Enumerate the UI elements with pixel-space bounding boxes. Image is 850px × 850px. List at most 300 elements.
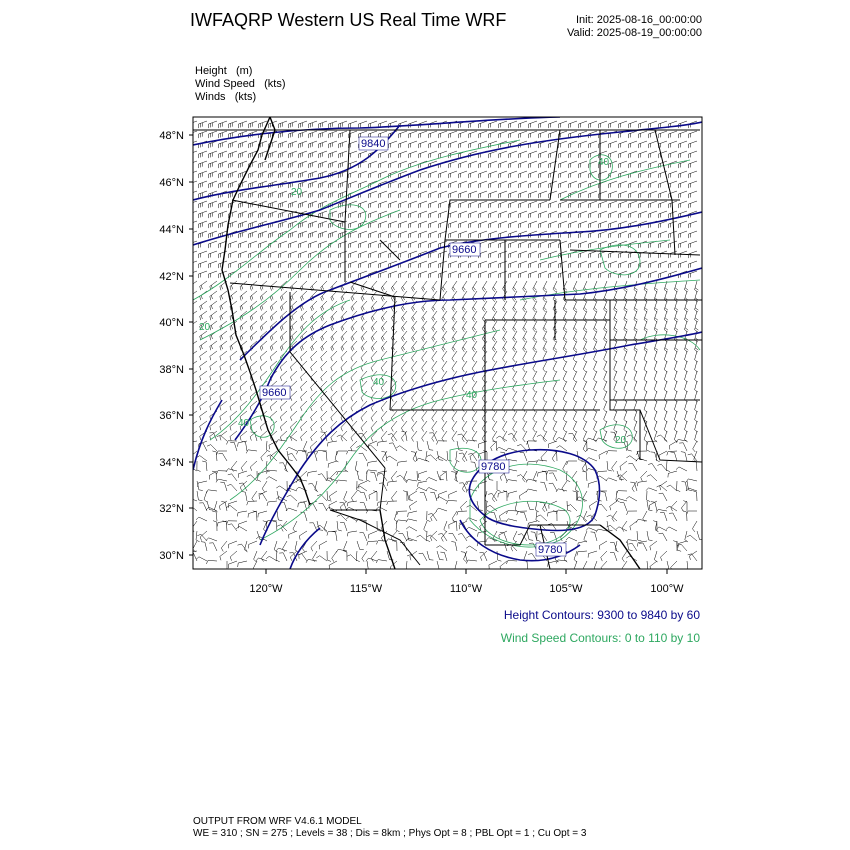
wind-barb-flag — [321, 427, 323, 431]
wind-barb-staff — [220, 435, 227, 441]
wind-barb-staff — [229, 221, 238, 224]
wind-barb-staff — [503, 331, 508, 339]
wind-barb-staff — [509, 261, 518, 264]
wind-barb-staff — [442, 331, 447, 338]
wind-barb-flag — [311, 357, 313, 361]
wind-barb-flag — [564, 307, 567, 310]
wind-barb-staff — [563, 351, 567, 359]
wind-barb-flag — [442, 428, 444, 431]
wind-barb-flag — [439, 460, 443, 461]
wind-barb-flag — [230, 377, 231, 381]
wind-barb-staff — [674, 351, 677, 360]
wind-barb-staff — [331, 341, 337, 348]
wind-barb-flag — [432, 308, 434, 311]
wind-barb-staff — [369, 251, 378, 254]
wind-barb-staff — [269, 171, 278, 174]
wind-barb-staff — [301, 401, 308, 407]
wind-barb-staff — [331, 471, 337, 477]
wind-barb-flag — [220, 437, 221, 441]
wind-barb-flag — [321, 367, 323, 371]
wind-barb-flag — [220, 377, 221, 381]
wind-barb-flag — [220, 407, 221, 411]
wind-barb-staff — [328, 461, 337, 464]
wind-barb-flag — [260, 417, 261, 421]
wind-barb-flag — [472, 289, 474, 292]
wind-barb-staff — [206, 462, 207, 471]
wind-barb-flag — [533, 399, 536, 402]
wind-barb-flag — [573, 439, 576, 442]
wind-barb-flag — [361, 338, 363, 342]
wind-barb-flag — [523, 379, 526, 382]
wind-barb-staff — [240, 331, 247, 337]
wind-barb-flag — [645, 328, 648, 331]
wind-barb-flag — [523, 329, 526, 332]
wind-barb-staff — [589, 131, 598, 134]
wind-barb-staff — [609, 211, 618, 214]
wind-barb-flag — [221, 345, 222, 349]
wind-barb-staff — [289, 261, 298, 264]
wind-barb-flag — [492, 419, 495, 422]
wind-barb-staff — [523, 341, 527, 349]
wind-barb-flag — [423, 287, 425, 290]
wind-barb-staff — [240, 321, 247, 327]
wind-barb-staff — [439, 456, 447, 461]
wind-barb-flag — [210, 376, 211, 380]
wind-barb-staff — [644, 411, 647, 420]
wind-barb-staff — [309, 121, 318, 124]
wind-barb-flag — [695, 318, 698, 320]
wind-barb-flag — [665, 288, 668, 291]
wind-barb-staff — [599, 201, 608, 204]
wind-barb-staff — [553, 341, 557, 349]
wind-barb-flag — [453, 307, 455, 310]
wind-barb-flag — [453, 337, 455, 340]
wind-barb-flag — [442, 328, 444, 331]
wind-barb-flag — [612, 468, 614, 471]
wind-barb-flag — [544, 297, 547, 300]
wind-barb-flag — [432, 428, 434, 431]
wind-barb-staff — [371, 351, 377, 358]
wind-barb-staff — [422, 291, 427, 298]
wind-barb-staff — [499, 447, 507, 451]
wind-barb-staff — [331, 401, 337, 408]
wind-barb-staff — [301, 311, 308, 317]
wind-barb-flag — [573, 399, 576, 402]
wind-barb-staff — [629, 221, 638, 224]
wind-barb-staff — [569, 161, 578, 164]
wind-barb-flag — [302, 306, 304, 310]
wind-barb-staff — [695, 421, 697, 430]
wind-barb-staff — [432, 391, 437, 398]
wind-barb-staff — [249, 161, 258, 164]
wind-barb-staff — [341, 321, 347, 328]
wind-barb-staff — [229, 121, 238, 124]
wind-barb-flag — [270, 317, 271, 321]
wind-barb-staff — [248, 450, 257, 451]
wind-barb-staff — [299, 171, 308, 174]
wind-barb-flag — [626, 456, 629, 458]
wind-barb-staff — [391, 331, 397, 338]
wind-barb-staff — [659, 201, 668, 204]
wind-barb-flag — [290, 367, 292, 371]
wind-barb-staff — [659, 261, 668, 264]
wind-barb-staff — [401, 401, 407, 408]
wind-barb-flag — [290, 317, 292, 321]
wind-barb-staff — [280, 341, 287, 347]
wind-barb-staff — [499, 271, 508, 274]
wind-barb-flag — [252, 316, 253, 320]
wind-barb-staff — [220, 371, 227, 377]
wind-barb-flag — [523, 289, 526, 292]
wind-barb-flag — [391, 398, 393, 402]
wind-barb-flag — [685, 410, 688, 413]
wind-barb-staff — [280, 421, 287, 427]
wind-barb-flag — [242, 325, 243, 329]
wind-barb-staff — [259, 231, 268, 234]
wind-barb-flag — [433, 337, 435, 340]
wind-barb-flag — [422, 328, 424, 331]
wind-barb-staff — [279, 241, 288, 244]
wind-barb-flag — [242, 305, 243, 309]
wind-barb-staff — [543, 391, 547, 399]
wind-barb-flag — [453, 287, 455, 290]
wind-barb-staff — [569, 221, 578, 224]
wind-barb-staff — [432, 351, 437, 358]
wind-barb-flag — [503, 339, 505, 342]
wind-barb-flag — [462, 459, 465, 462]
wind-barb-staff — [381, 301, 387, 308]
wind-barb-flag — [685, 360, 688, 363]
wind-barb-staff — [389, 201, 398, 204]
wind-barb-flag — [280, 417, 282, 421]
wind-barb-staff — [679, 201, 688, 204]
wind-barb-staff — [695, 371, 697, 380]
wind-barb-staff — [489, 191, 498, 194]
wind-barb-staff — [303, 441, 307, 449]
wind-barb-staff — [589, 141, 598, 144]
wind-barb-staff — [429, 181, 438, 184]
wind-barb-staff — [349, 151, 358, 154]
wind-barb-flag — [211, 295, 212, 299]
wind-barb-staff — [639, 271, 648, 274]
wind-barb-flag — [524, 327, 527, 330]
wind-barb-flag — [230, 347, 231, 351]
wind-barb-staff — [311, 431, 317, 437]
wind-barb-staff — [230, 361, 237, 367]
wind-barb-flag — [492, 289, 495, 292]
wind-barb-staff — [311, 311, 317, 317]
wind-barb-staff — [239, 131, 248, 134]
wind-barb-staff — [509, 161, 518, 164]
wind-barb-staff — [409, 131, 418, 134]
wind-barb-staff — [290, 401, 297, 407]
wind-barb-staff — [309, 231, 318, 234]
wind-barb-flag — [685, 318, 688, 321]
wind-barb-staff — [379, 171, 388, 174]
wind-barb-staff — [219, 121, 228, 124]
wind-barb-flag — [573, 309, 576, 312]
wind-barb-flag — [327, 480, 331, 481]
wind-barb-staff — [220, 391, 227, 397]
wind-barb-flag — [240, 387, 241, 391]
wind-barb-staff — [200, 391, 207, 396]
wind-barb-staff — [269, 151, 278, 154]
wind-barb-staff — [679, 121, 688, 124]
wind-barb-staff — [459, 201, 468, 204]
wind-barb-staff — [301, 291, 308, 297]
wind-barb-staff — [259, 161, 268, 164]
wind-barb-staff — [422, 311, 427, 318]
field-label-height: Height (m) — [195, 65, 253, 77]
wind-barb-staff — [589, 121, 598, 124]
wind-barb-flag — [301, 397, 303, 401]
wind-barb-staff — [422, 431, 427, 438]
wind-barb-flag — [401, 308, 403, 311]
wind-barb-staff — [589, 171, 598, 174]
wind-barb-flag — [280, 327, 282, 331]
wind-barb-staff — [503, 321, 508, 329]
wind-barb-flag — [533, 349, 536, 352]
wind-barb-staff — [553, 391, 557, 399]
wind-barb-staff — [412, 331, 418, 338]
wind-barb-flag — [432, 438, 434, 441]
wind-barb-staff — [231, 461, 237, 468]
wind-barb-staff — [523, 391, 527, 399]
wind-barb-staff — [419, 191, 428, 194]
wind-barb-staff — [379, 211, 388, 214]
wind-barb-flag — [282, 326, 283, 330]
wind-barb-staff — [659, 241, 668, 244]
wind-barb-flag — [190, 296, 191, 300]
wind-barb-staff — [409, 121, 418, 124]
wind-barb-flag — [472, 359, 474, 362]
wind-barb-staff — [389, 161, 398, 164]
wind-barb-staff — [389, 121, 398, 124]
wind-barb-flag — [463, 307, 465, 310]
wind-barb-flag — [554, 287, 557, 290]
wind-barb-staff — [419, 221, 428, 224]
wind-barb-staff — [539, 131, 548, 134]
wind-barb-staff — [249, 271, 258, 274]
wind-barb-staff — [579, 201, 588, 204]
wind-barb-flag — [290, 357, 292, 361]
wind-barb-flag — [413, 317, 415, 320]
wind-barb-flag — [270, 357, 271, 361]
wind-barb-flag — [210, 386, 211, 390]
wind-barb-flag — [240, 407, 241, 411]
wind-barb-staff — [209, 181, 218, 184]
wind-barb-staff — [509, 121, 518, 124]
wind-barb-staff — [341, 311, 347, 318]
wind-barb-staff — [422, 421, 427, 428]
wind-barb-flag — [311, 407, 313, 411]
wind-barb-flag — [685, 290, 688, 293]
wind-barb-flag — [403, 317, 405, 321]
wind-barb-staff — [549, 151, 558, 154]
wind-barb-staff — [200, 411, 207, 416]
wind-barb-flag — [401, 318, 403, 321]
wind-barb-flag — [341, 438, 343, 442]
wind-barb-flag — [675, 328, 678, 331]
wind-barb-staff — [472, 331, 477, 339]
wind-barb-staff — [279, 151, 288, 154]
wind-barb-staff — [238, 471, 247, 474]
wind-barb-flag — [381, 328, 383, 332]
wind-barb-staff — [462, 321, 467, 329]
wind-barb-staff — [489, 221, 498, 224]
wind-barb-staff — [513, 281, 517, 289]
wind-barb-staff — [349, 201, 358, 204]
wind-barb-staff — [654, 381, 657, 390]
wind-barb-staff — [311, 361, 317, 367]
wind-barb-staff — [439, 171, 448, 174]
wind-barb-staff — [499, 261, 508, 264]
wind-barb-flag — [503, 359, 505, 362]
wind-barb-staff — [220, 321, 227, 327]
wind-barb-flag — [573, 429, 576, 432]
wind-barb-flag — [322, 346, 324, 350]
wind-barb-flag — [493, 337, 495, 340]
wind-barb-flag — [393, 286, 395, 290]
wind-barb-staff — [469, 181, 478, 184]
wind-barb-staff — [422, 391, 427, 398]
wind-barb-flag — [514, 337, 517, 340]
wind-barb-staff — [669, 141, 678, 144]
wind-barb-staff — [290, 331, 297, 337]
wind-barb-flag — [625, 308, 628, 311]
wind-barb-staff — [328, 441, 337, 443]
wind-barb-staff — [685, 381, 688, 390]
wind-barb-flag — [301, 347, 303, 351]
wind-barb-staff — [249, 251, 258, 254]
wind-barb-flag — [391, 288, 393, 292]
wind-barb-staff — [533, 351, 537, 359]
wind-barb-flag — [230, 327, 231, 331]
wind-barb-staff — [559, 161, 568, 164]
wind-barb-staff — [429, 221, 438, 224]
wind-barb-staff — [604, 381, 607, 389]
wind-barb-staff — [361, 341, 367, 348]
wind-barb-staff — [539, 221, 548, 224]
wind-barb-flag — [191, 325, 192, 329]
wind-barb-staff — [654, 411, 657, 420]
wind-barb-flag — [452, 398, 454, 401]
wind-barb-flag — [534, 307, 537, 310]
wind-barb-staff — [199, 171, 208, 174]
wind-barb-staff — [246, 442, 248, 451]
wind-barb-staff — [573, 281, 577, 289]
wind-barb-staff — [563, 361, 567, 369]
wind-barb-staff — [299, 231, 308, 234]
wind-barb-staff — [331, 351, 337, 358]
wind-barb-staff — [361, 321, 367, 328]
wind-barb-staff — [250, 311, 257, 317]
wind-barb-flag — [262, 326, 263, 330]
wind-barb-flag — [644, 440, 647, 443]
wind-barb-staff — [270, 331, 277, 337]
wind-barb-flag — [220, 287, 221, 291]
wind-barb-staff — [469, 161, 478, 164]
wind-barb-flag — [584, 327, 587, 330]
wind-barb-staff — [513, 421, 517, 429]
wind-barb-staff — [359, 121, 368, 124]
wind-barb-staff — [513, 381, 517, 389]
wind-barb-staff — [319, 141, 328, 144]
wind-barb-staff — [573, 401, 577, 409]
wind-barb-staff — [629, 181, 638, 184]
wind-barb-staff — [399, 131, 408, 134]
wind-barb-flag — [614, 318, 617, 321]
wind-barb-staff — [579, 171, 588, 174]
wind-barb-staff — [689, 191, 698, 194]
wind-barb-staff — [381, 331, 387, 338]
wind-barb-staff — [341, 391, 347, 398]
wind-barb-staff — [579, 121, 588, 124]
wind-barb-flag — [533, 389, 536, 392]
wind-barb-flag — [462, 379, 464, 382]
wind-barb-flag — [543, 289, 546, 292]
wind-barb-staff — [649, 211, 658, 214]
wind-barb-flag — [401, 378, 403, 381]
wind-barb-flag — [482, 379, 484, 382]
wind-barb-staff — [583, 321, 587, 329]
wind-barb-flag — [341, 408, 343, 412]
wind-barb-staff — [559, 261, 568, 264]
wind-barb-flag — [586, 438, 589, 441]
wind-barb-staff — [442, 281, 447, 288]
wind-barb-staff — [529, 241, 538, 244]
wind-barb-flag — [311, 417, 313, 421]
wind-barb-staff — [280, 371, 287, 377]
wind-barb-flag — [492, 399, 495, 402]
wind-barb-staff — [211, 445, 217, 451]
wind-barb-staff — [674, 421, 677, 430]
wind-barb-flag — [614, 329, 617, 332]
wind-barb-flag — [513, 359, 516, 362]
wind-barb-staff — [219, 211, 228, 214]
wind-barb-staff — [259, 181, 268, 184]
wind-barb-staff — [583, 431, 587, 439]
wind-barb-flag — [190, 386, 191, 390]
wind-barb-staff — [459, 171, 468, 174]
wind-barb-staff — [524, 453, 527, 461]
wind-barb-staff — [433, 433, 437, 441]
wind-barb-staff — [361, 301, 367, 308]
wind-barb-flag — [292, 306, 293, 310]
wind-barb-staff — [260, 371, 267, 377]
wind-barb-staff — [371, 421, 377, 428]
wind-barb-staff — [659, 131, 668, 134]
wind-barb-staff — [609, 121, 618, 124]
wind-barb-flag — [210, 406, 211, 410]
wind-barb-staff — [539, 251, 548, 254]
wind-barb-flag — [322, 316, 324, 320]
wind-barb-flag — [533, 439, 536, 442]
wind-barb-staff — [331, 391, 337, 398]
wind-barb-flag — [331, 378, 333, 382]
wind-barb-staff — [489, 141, 498, 144]
wind-barb-flag — [423, 307, 425, 310]
wind-barb-staff — [280, 281, 287, 287]
wind-barb-flag — [462, 399, 464, 402]
wind-barb-flag — [220, 367, 221, 371]
wind-barb-flag — [351, 447, 353, 451]
wind-barb-flag — [624, 359, 627, 362]
wind-barb-flag — [504, 307, 506, 310]
wind-barb-staff — [219, 221, 228, 224]
wind-barb-staff — [429, 211, 438, 214]
wind-barb-staff — [664, 371, 667, 380]
